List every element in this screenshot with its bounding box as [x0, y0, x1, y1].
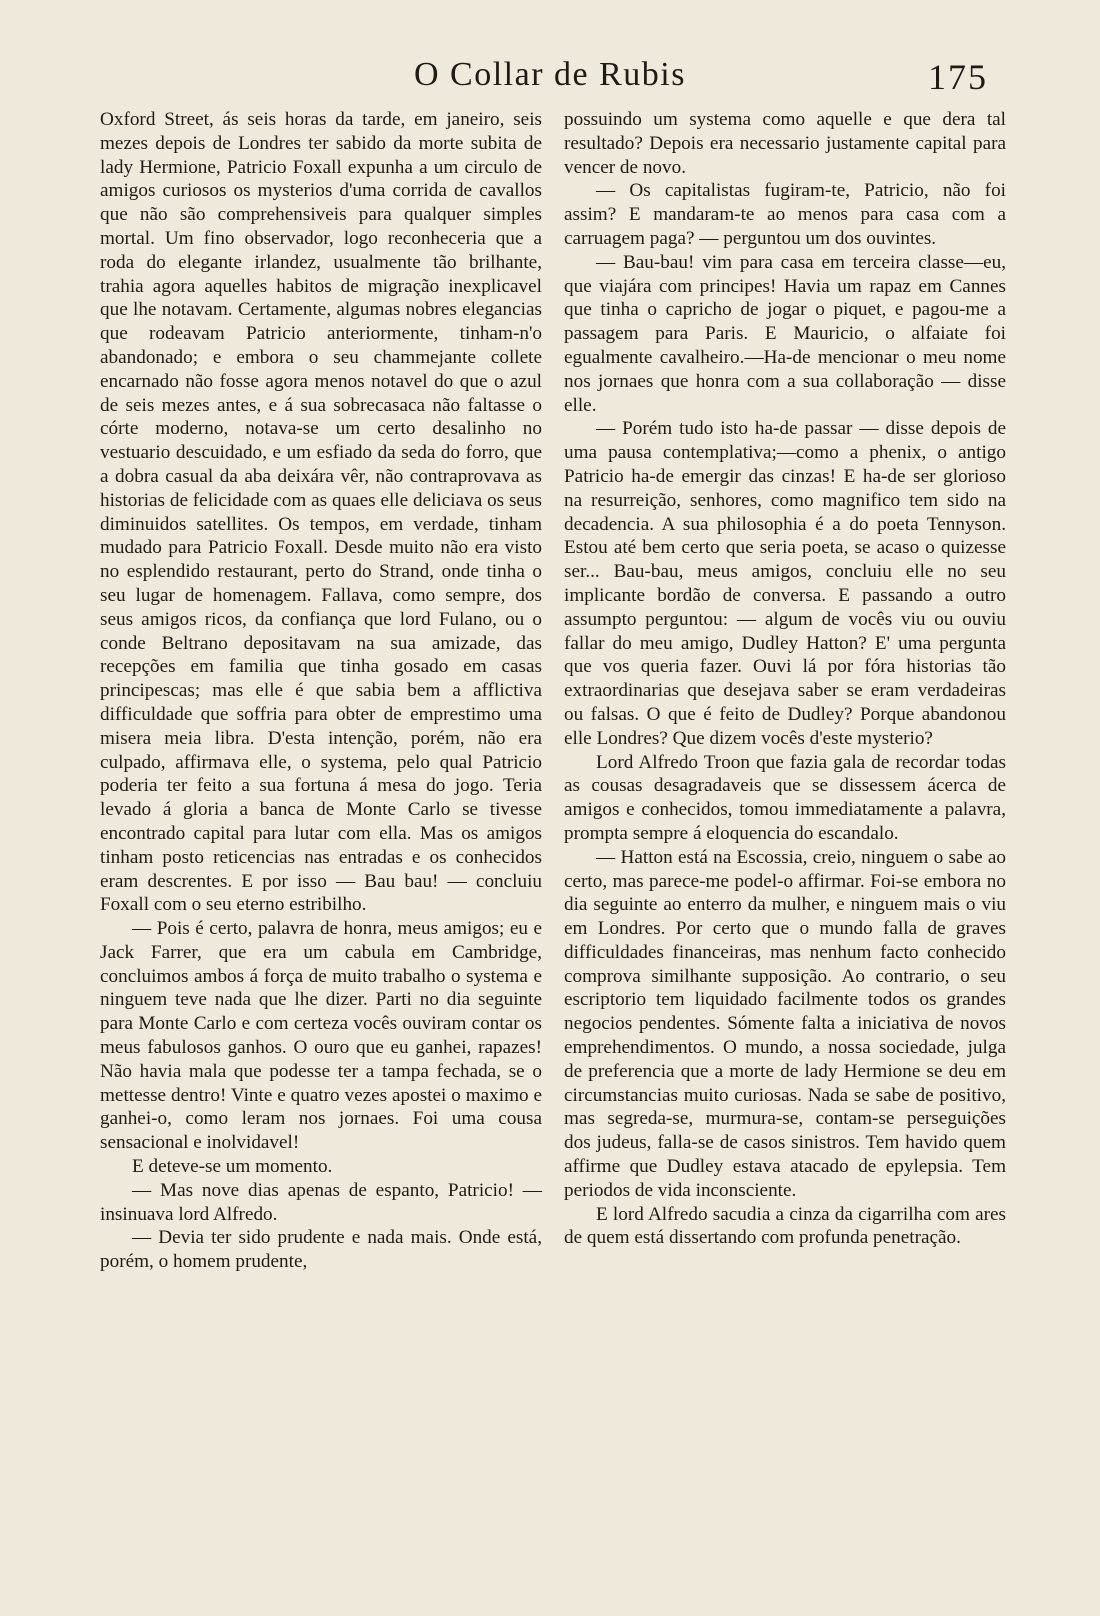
paragraph: E deteve-se um momento.	[132, 1156, 333, 1178]
paragraph: — Porém tudo isto ha-de passar — disse depois de uma pausa contemplativa;—como a phenix, o antigo Patricio ha-de emergir das cinzas! E ha-de ser glorioso na resurreição, senhores, como magnifico tem sido na decadencia. A sua philosophia é a do poeta Tennyson. Estou até bem certo que seria poeta, se acaso o quizesse ser... Bau-bau, meus amigos, concluiu elle no seu implicante bordão de conversa. E passando a outro assumpto perguntou: — algum de vocês viu ou ouviu fallar do meu amigo, Dudley Hatton? E' uma pergunta que vos queria fazer. Ouvi lá por fóra historias tão extraordinarias que desejava saber se eram verdadeiras ou falsas. O que é feito de Dudley? Porque abandonou elle Londres? Que dizem vocês d'este mysterio?	[564, 418, 1006, 749]
paragraph: Oxford Street, ás seis horas da tarde, em janeiro, seis mezes depois de Londres ter sabido da morte subita de lady Hermione, Patricio Foxall expunha a um circulo de amigos curiosos os mysterios d'uma corrida de cavallos que não são comprehensiveis para qualquer simples mortal. Um fino observador, logo reconheceria que a roda do elegante irlandez, usualmente tão brilhante, trahia agora aquelles habitos de migração inexplicavel que lhe notavam. Certamente, algumas nobres elegancias que rodeavam Patricio anteriormente, tinham-n'o abandonado; e embora o seu chammejante collete encarnado não fosse agora menos notavel do que o azul de seis mezes antes, e á sua sobrecasaca não faltasse o córte moderno, notava-se um certo desalinho no vestuario descuidado, e um esfiado da seda do forro, que a dobra casual da aba deixára vêr, não contraprovava as historias de felicidade com as quaes elle deliciava os seus diminuidos satellites. Os tempos, em verdade, tinham mudado para Patricio Foxall. Desde muito não era visto no esplendido restaurant, perto do Strand, onde tinha o seu lugar de homenagem. Fallava, como sempre, dos seus amigos ricos, da confiança que lord Fulano, ou o conde Beltrano depositavam na sua amizade, das recepções em familia que tinha gosado em casas principescas; mas elle é que sabia bem a afflictiva difficuldade que soffria para obter de emprestimo uma misera meia libra. D'esta intenção, porém, não era culpado, affirmava elle, o systema, pelo qual Patricio poderia ter feito a sua fortuna á mesa do jogo. Teria levado á gloria a banca de Monte Carlo se tivesse encontrado capital para lutar com ella. Mas os amigos tinham posto reticencias nas entradas e os conhecidos eram descrentes. E por isso — Bau bau! — concluiu Foxall com o seu eterno estribilho.	[100, 109, 542, 916]
paragraph: — Hatton está na Escossia, creio, ninguem o sabe ao certo, mas parece-me podel-o affirmar. Foi-se embora no dia seguinte ao enterro da mulher, e ninguem mais o viu em Londres. Por certo que o mundo falla de graves difficuldades financeiras, mas nenhum facto conhecido comprova similhante supposição. Ao contrario, o seu escriptorio tem liquidado facilmente todos os grandes negocios pendentes. Sómente falta a iniciativa de novos emprehendimentos. O mundo, a nossa sociedade, julga de preferencia que a morte de lady Hermione se deu em circumstancias muito curiosas. Nada se sabe de positivo, mas segreda-se, murmura-se, contam-se perseguições dos judeus, falla-se de casos sinistros. Tem havido quem affirme que Dudley estava atacado de epylepsia. Tem periodos de vida inconsciente.	[564, 846, 1006, 1201]
paragraph: possuindo um systema como aquelle e que dera tal resultado? Depois era necessario justamente capital para vencer de novo.	[564, 109, 1006, 178]
paragraph: — Pois é certo, palavra de honra, meus amigos; eu e Jack Farrer, que era um cabula em Cambridge, concluimos ambos á força de muito trabalho o systema e ninguem teve nada que lhe dizer. Parti no dia seguinte para Monte Carlo e com certeza vocês ouviram contar os meus fabulosos ganhos. O ouro que eu ganhei, rapazes! Não havia mala que podesse ter a tampa fechada, se o mettesse dentro! Vinte e quatro vezes apostei o maximo e ganhei-o, como leram nos jornaes. Foi uma cousa sensacional e inolvidavel!	[100, 918, 542, 1154]
page-number: 175	[928, 57, 988, 97]
paragraph: — Mas nove dias apenas de espanto, Patricio! — insinuava lord Alfredo.	[100, 1179, 542, 1225]
right-column	[564, 108, 1006, 1250]
paragraph: E lord Alfredo sacudia a cinza da cigarrilha com ares de quem está dissertando com profunda penetração.	[564, 1203, 1006, 1249]
paragraph: Lord Alfredo Troon que fazia gala de recordar todas as cousas desagradaveis que se dissessem ácerca de amigos e conhecidos, tomou immediatamente a palavra, prompta sempre á eloquencia do escandalo.	[564, 751, 1006, 844]
paragraph: — Devia ter sido prudente e nada mais. Onde está, porém, o homem prudente,	[100, 1227, 542, 1273]
paragraph: — Os capitalistas fugiram-te, Patricio, não foi assim? E mandaram-te ao menos para casa com a carruagem paga? — perguntou um dos ouvintes.	[564, 180, 1006, 249]
left-column	[100, 108, 542, 1274]
paragraph: — Bau-bau! vim para casa em terceira classe—eu, que viajára com principes! Havia um rapaz em Cannes que tinha o capricho de jogar o piquet, e pagou-me a passagem para Paris. E Mauricio, o alfaiate foi egualmente cavalheiro.—Ha-de mencionar o meu nome nos jornaes que honra com a sua collaboração — disse elle.	[564, 251, 1006, 416]
running-title: O Collar de Rubis	[414, 56, 686, 93]
